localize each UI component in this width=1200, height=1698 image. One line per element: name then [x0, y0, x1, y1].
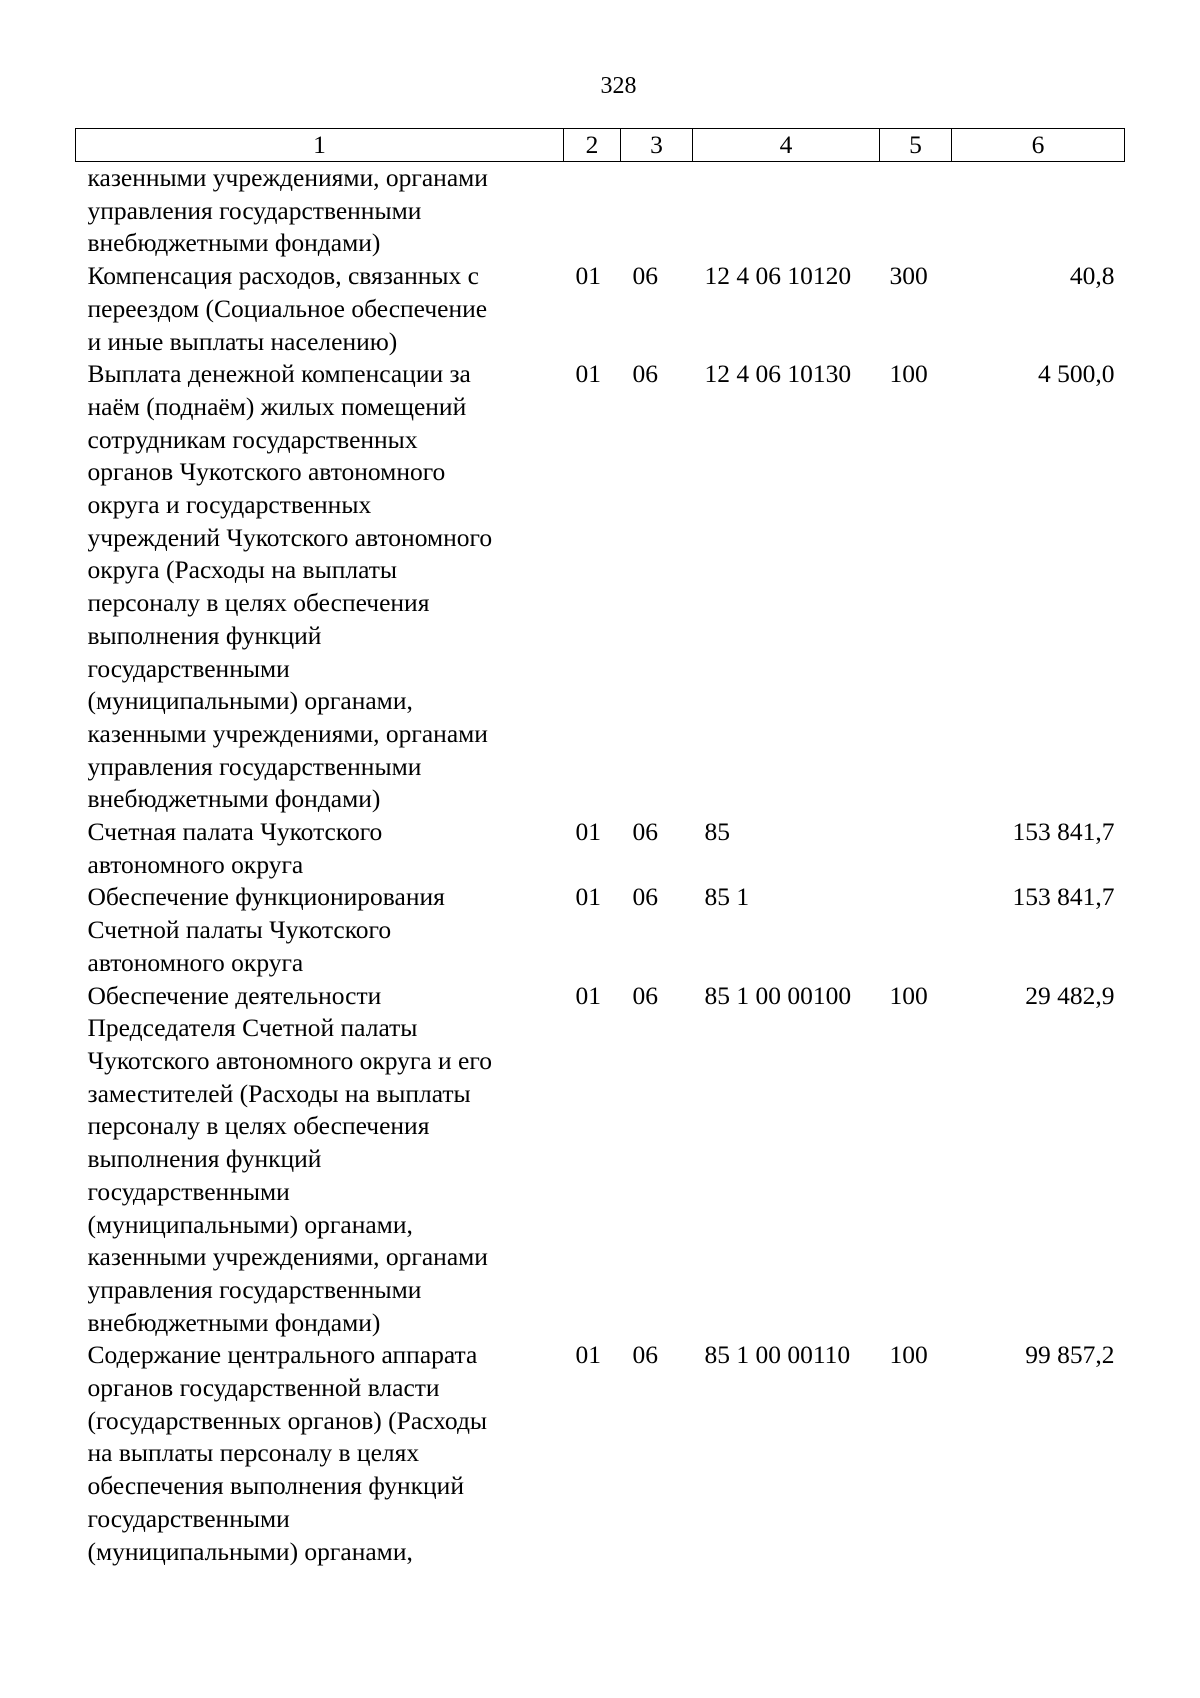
target-article-code: 85 — [704, 817, 730, 847]
table-row — [76, 162, 1125, 261]
row-description — [76, 358, 564, 816]
subsection-code: 06 — [632, 359, 658, 389]
description-line: переездом (Социальное обеспечение — [87, 293, 488, 323]
header-col-3: 3 — [621, 129, 693, 162]
expense-type-code — [880, 816, 952, 881]
subsection-code: 06 — [632, 882, 658, 912]
description-line: Обеспечение функционирования — [87, 882, 445, 912]
table-row — [76, 816, 1125, 881]
description-line: учреждений Чукотского автономного — [87, 522, 493, 552]
description-line: Счетная палата Чукотского — [87, 817, 383, 847]
subsection-code — [621, 162, 693, 261]
description-line: на выплаты персоналу в целях — [87, 1438, 420, 1468]
description-line: автономного округа — [87, 947, 304, 977]
amount-value — [952, 162, 1125, 261]
target-article-code: 85 1 00 00100 — [704, 980, 852, 1010]
description-line: Чукотского автономного округа и его — [87, 1045, 492, 1075]
budget-table — [75, 128, 1125, 1568]
expense-type-code: 100 — [889, 1340, 928, 1370]
amount-value: 153 841,7 — [1012, 882, 1115, 912]
amount-value: 153 841,7 — [1012, 817, 1115, 847]
description-line: округа (Расходы на выплаты — [87, 555, 398, 585]
description-line: государственными — [87, 1176, 290, 1206]
row-description — [76, 816, 564, 881]
target-article-code — [693, 162, 880, 261]
description-line: Выплата денежной компенсации за — [87, 359, 471, 389]
section-code: 01 — [575, 261, 601, 291]
description-line: обеспечения выполнения функций — [87, 1471, 464, 1501]
table-row — [76, 260, 1125, 358]
table-body — [76, 162, 1125, 1569]
description-line: заместителей (Расходы на выплаты — [87, 1078, 471, 1108]
expense-type-code — [880, 881, 952, 979]
description-line: управления государственными — [87, 1274, 422, 1304]
description-line: персоналу в целях обеспечения — [87, 1111, 430, 1141]
page-number: 328 — [600, 73, 637, 99]
table-header — [76, 129, 1125, 162]
table-row — [76, 1339, 1125, 1568]
row-description — [76, 162, 564, 261]
target-article-code: 12 4 06 10130 — [704, 359, 852, 389]
description-line: государственными — [87, 653, 290, 683]
description-line: казенными учреждениями, органами — [87, 163, 488, 192]
description-line: сотрудникам государственных — [87, 424, 418, 454]
amount-value: 29 482,9 — [1025, 980, 1115, 1010]
description-line: наём (поднаём) жилых помещений — [87, 391, 467, 421]
header-col-6: 6 — [952, 129, 1125, 162]
expense-type-code: 100 — [889, 980, 928, 1010]
amount-value: 4 500,0 — [1038, 359, 1115, 389]
description-line: Счетной палаты Чукотского — [87, 915, 392, 945]
expense-type-code: 300 — [889, 261, 928, 291]
section-code: 01 — [575, 359, 601, 389]
section-code: 01 — [575, 882, 601, 912]
description-line: органов Чукотского автономного — [87, 457, 446, 487]
description-line: Содержание центрального аппарата — [87, 1340, 478, 1370]
description-line: органов государственной власти — [87, 1373, 440, 1403]
description-line: внебюджетными фондами) — [87, 228, 381, 258]
table-row — [76, 358, 1125, 816]
amount-value: 40,8 — [1069, 261, 1115, 291]
expense-type-code — [880, 162, 952, 261]
description-line: управления государственными — [87, 195, 422, 225]
target-article-code: 85 1 00 00110 — [704, 1340, 851, 1370]
description-line: внебюджетными фондами) — [87, 1307, 381, 1337]
row-description — [76, 1339, 564, 1568]
description-line: выполнения функций — [87, 1144, 322, 1174]
row-description — [76, 260, 564, 358]
section-code — [564, 162, 621, 261]
description-line: Компенсация расходов, связанных с — [87, 261, 479, 291]
amount-value: 99 857,2 — [1025, 1340, 1115, 1370]
target-article-code: 85 1 — [704, 882, 750, 912]
header-col-4: 4 — [693, 129, 880, 162]
description-line: (муниципальными) органами, — [87, 1209, 413, 1239]
row-description — [76, 980, 564, 1340]
description-line: (муниципальными) органами, — [87, 1536, 413, 1566]
subsection-code: 06 — [632, 980, 658, 1010]
target-article-code: 12 4 06 10120 — [704, 261, 852, 291]
description-line: Председателя Счетной палаты — [87, 1013, 418, 1043]
description-line: (муниципальными) органами, — [87, 686, 413, 716]
table-row — [76, 881, 1125, 979]
section-code: 01 — [575, 817, 601, 847]
header-col-5: 5 — [880, 129, 952, 162]
description-line: государственными — [87, 1503, 290, 1533]
description-line: и иные выплаты населению) — [87, 326, 398, 356]
header-col-1: 1 — [76, 129, 564, 162]
description-line: автономного округа — [87, 849, 304, 879]
description-line: Обеспечение деятельности — [87, 980, 382, 1010]
description-line: казенными учреждениями, органами — [87, 718, 488, 748]
description-line: управления государственными — [87, 751, 422, 781]
description-line: (государственных органов) (Расходы — [87, 1405, 488, 1435]
expense-type-code: 100 — [889, 359, 928, 389]
row-description — [76, 881, 564, 979]
subsection-code: 06 — [632, 1340, 658, 1370]
description-line: округа и государственных — [87, 490, 372, 520]
description-line: персоналу в целях обеспечения — [87, 588, 430, 618]
description-line: выполнения функций — [87, 620, 322, 650]
description-line: внебюджетными фондами) — [87, 784, 381, 814]
section-code: 01 — [575, 980, 601, 1010]
subsection-code: 06 — [632, 817, 658, 847]
table-row — [76, 980, 1125, 1340]
section-code: 01 — [575, 1340, 601, 1370]
description-line: казенными учреждениями, органами — [87, 1242, 488, 1272]
subsection-code: 06 — [632, 261, 658, 291]
header-col-2: 2 — [564, 129, 621, 162]
